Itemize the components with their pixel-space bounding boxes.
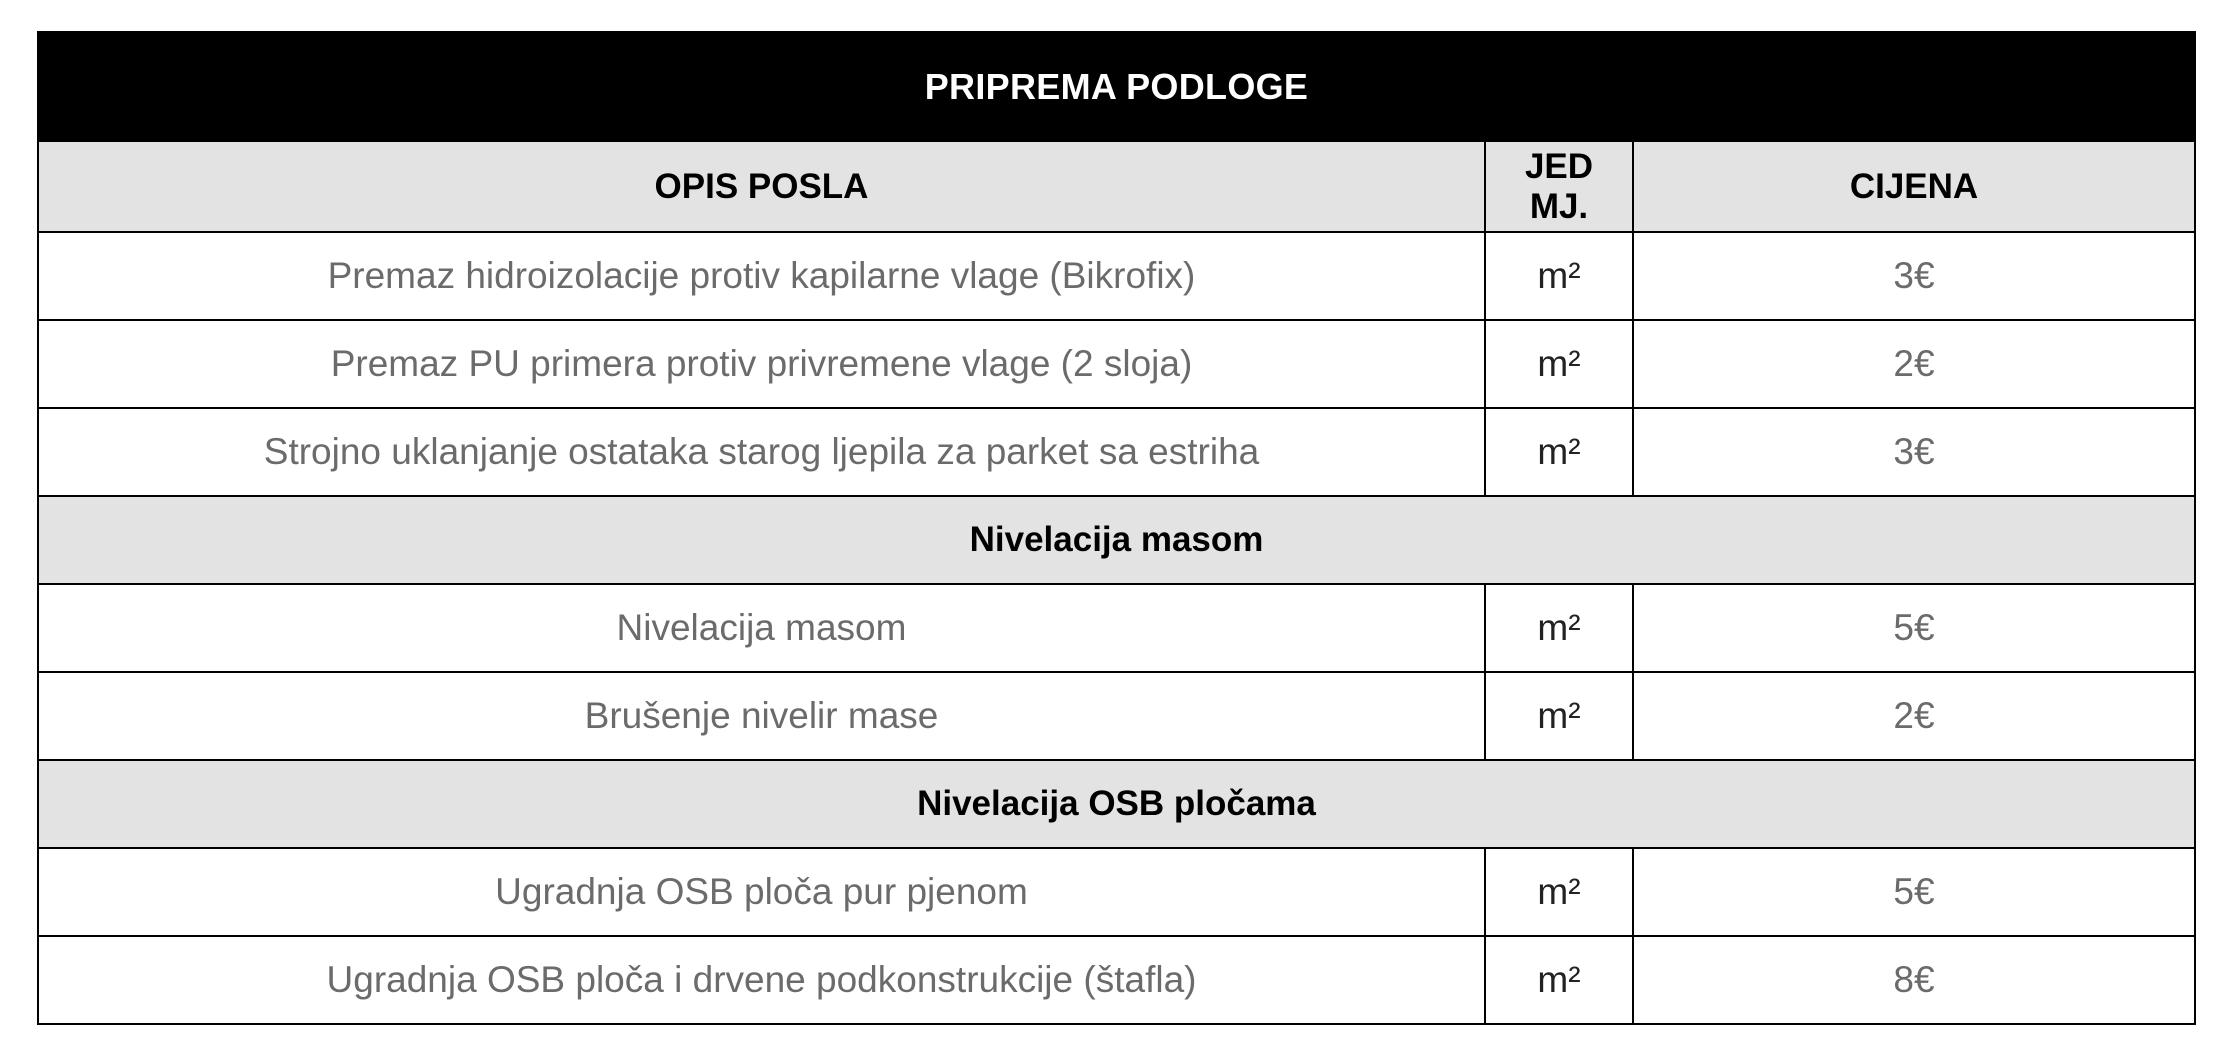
row-description: Ugradnja OSB ploča pur pjenom [38, 848, 1485, 936]
column-header-row [38, 141, 2195, 232]
row-description: Strojno uklanjanje ostataka starog ljepila za parket sa estriha [38, 408, 1485, 496]
table-row [38, 232, 2195, 320]
table-row [38, 584, 2195, 672]
row-unit: m² [1485, 408, 1633, 496]
header-description: OPIS POSLA [38, 141, 1485, 232]
row-price: 3€ [1633, 232, 2195, 320]
section-title: Nivelacija OSB pločama [38, 760, 2195, 848]
row-price: 5€ [1633, 584, 2195, 672]
row-description: Ugradnja OSB ploča i drvene podkonstrukcije (štafla) [38, 936, 1485, 1024]
table-row [38, 320, 2195, 408]
header-unit-line2: MJ. [1529, 186, 1589, 226]
table-row [38, 672, 2195, 760]
row-price: 8€ [1633, 936, 2195, 1024]
row-unit: m² [1485, 848, 1633, 936]
row-description: Premaz hidroizolacije protiv kapilarne vlage (Bikrofix) [38, 232, 1485, 320]
row-description: Premaz PU primera protiv privremene vlage (2 sloja) [38, 320, 1485, 408]
table-row [38, 936, 2195, 1024]
row-unit: m² [1485, 672, 1633, 760]
row-unit: m² [1485, 320, 1633, 408]
row-price: 2€ [1633, 320, 2195, 408]
table-row [38, 848, 2195, 936]
table-title-row [38, 32, 2195, 141]
row-price: 3€ [1633, 408, 2195, 496]
row-price: 2€ [1633, 672, 2195, 760]
table-title: PRIPREMA PODLOGE [38, 32, 2195, 141]
header-unit [1485, 141, 1633, 232]
header-unit-line1: JED [1524, 146, 1594, 186]
section-title: Nivelacija masom [38, 496, 2195, 584]
row-description: Nivelacija masom [38, 584, 1485, 672]
row-unit: m² [1485, 936, 1633, 1024]
row-price: 5€ [1633, 848, 2195, 936]
table-row [38, 408, 2195, 496]
header-price: CIJENA [1633, 141, 2195, 232]
section-header-row [38, 760, 2195, 848]
row-unit: m² [1485, 584, 1633, 672]
price-table [37, 31, 2196, 1025]
row-description: Brušenje nivelir mase [38, 672, 1485, 760]
row-unit: m² [1485, 232, 1633, 320]
section-header-row [38, 496, 2195, 584]
